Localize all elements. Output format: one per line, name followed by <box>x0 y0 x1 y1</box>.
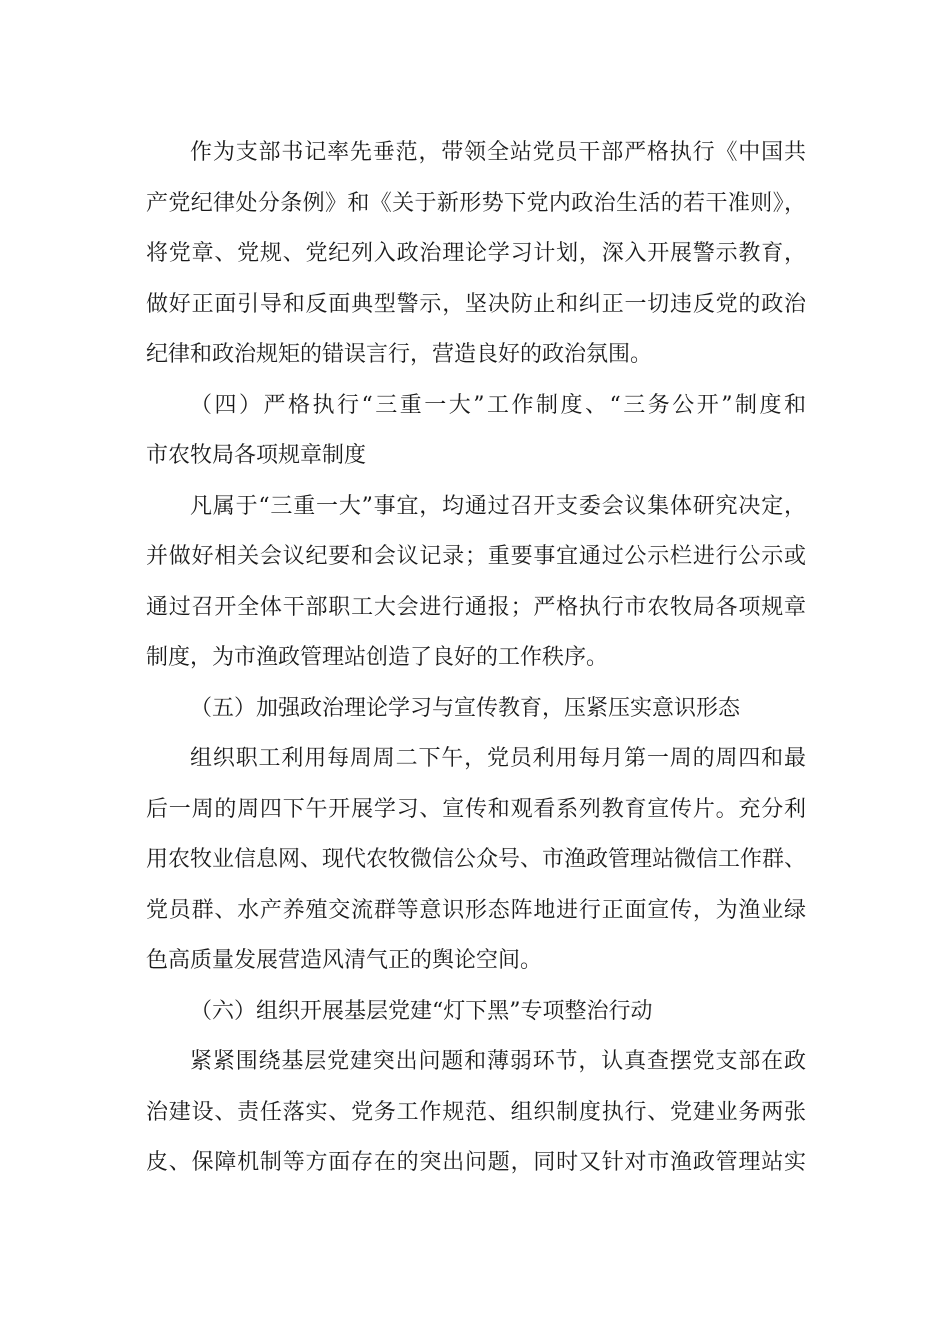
text-line: 并做好相关会议纪要和会议记录；重要事宜通过公示栏进行公示或 <box>146 544 806 569</box>
text-line: 作为支部书记率先垂范，带领全站党员干部严格执行《中国共 <box>190 140 806 165</box>
text-line: 组织职工利用每周周二下午，党员利用每月第一周的周四和最 <box>190 746 806 771</box>
text-line: 凡属于“三重一大”事宜，均通过召开支委会议集体研究决定， <box>190 493 806 519</box>
text-line: 将党章、党规、党纪列入政治理论学习计划，深入开展警示教育， <box>146 241 806 266</box>
text-line: 后一周的周四下午开展学习、宣传和观看系列教育宣传片。充分利 <box>146 796 806 822</box>
text-line: （四）严格执行“三重一大”工作制度、“三务公开”制度和 <box>190 392 806 418</box>
document-body <box>146 128 806 1189</box>
text-line: 纪律和政治规矩的错误言行，营造良好的政治氛围。 <box>146 342 653 367</box>
text-line: 做好正面引导和反面典型警示，坚决防止和纠正一切违反党的政治 <box>146 291 806 317</box>
heading-section-6 <box>146 987 806 1038</box>
paragraph-theory-study <box>146 734 806 987</box>
heading-section-5 <box>146 684 806 735</box>
text-line: 产党纪律处分条例》和《关于新形势下党内政治生活的若干准则》， <box>146 190 806 216</box>
text-line: 用农牧业信息网、现代农牧微信公众号、市渔政管理站微信工作群、 <box>146 847 807 872</box>
text-line: 制度，为市渔政管理站创造了良好的工作秩序。 <box>146 645 609 670</box>
text-line: 色高质量发展营造风清气正的舆论空间。 <box>146 948 543 973</box>
text-line: 通过召开全体干部职工大会进行通报；严格执行市农牧局各项规章 <box>146 594 806 620</box>
text-line: 紧紧围绕基层党建突出问题和薄弱环节，认真查摆党支部在政 <box>190 1049 806 1074</box>
paragraph-grassroots-party-building <box>146 1037 806 1189</box>
text-line: （六）组织开展基层党建“灯下黑”专项整治行动 <box>190 998 653 1024</box>
text-line: 市农牧局各项规章制度 <box>146 443 367 468</box>
paragraph-three-important-one-big <box>146 482 806 684</box>
text-line: 党员群、水产养殖交流群等意识形态阵地进行正面宣传，为渔业绿 <box>146 897 806 923</box>
text-line: 治建设、责任落实、党务工作规范、组织制度执行、党建业务两张 <box>146 1099 806 1125</box>
text-line: （五）加强政治理论学习与宣传教育，压紧压实意识形态 <box>190 695 741 721</box>
paragraph-branch-secretary <box>146 128 806 381</box>
text-line: 皮、保障机制等方面存在的突出问题，同时又针对市渔政管理站实 <box>146 1150 806 1175</box>
heading-section-4 <box>146 381 806 482</box>
